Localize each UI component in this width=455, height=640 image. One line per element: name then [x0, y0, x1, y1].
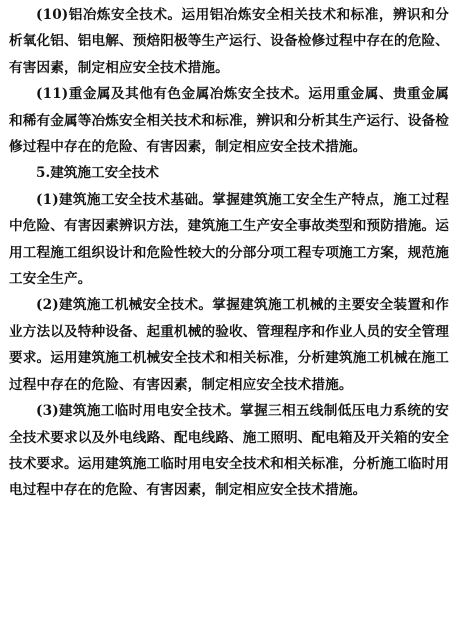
paragraph-aluminum-smelting: (10)铝冶炼安全技术。运用铝冶炼安全相关技术和标准，辨识和分析氧化铝、铝电解、预焙阳极等生产运行、设备检修过程中存在的危险、有害因素，制定相应安全技术措施。 [9, 7, 449, 76]
paragraph-construction-machinery: (2)建筑施工机械安全技术。掌握建筑施工机械的主要安全装置和作业方法以及特种设备、起重机械的验收、管理程序和作业人员的安全管理要求。运用建筑施工机械安全技术和相关标准，分析建筑施工机械在施工过程中存在的危险、有害因素，制定相应安全技术措施。 [9, 297, 449, 393]
section-heading-construction: 5.建筑施工安全技术 [36, 165, 159, 182]
paragraph-construction-basics: (1)建筑施工安全技术基础。掌握建筑施工安全生产特点，施工过程中危险、有害因素辨识方法，建筑施工生产安全事故类型和预防措施。运用工程施工组织设计和危险性较大的分部分项工程专项施工方案，规范施工安全生产。 [9, 191, 449, 288]
paragraph-temporary-electricity: (3)建筑施工临时用电安全技术。掌握三相五线制低压电力系统的安全技术要求以及外电线路、配电线路、施工照明、配电箱及开关箱的安全技术要求。运用建筑施工临时用电安全技术和相关标准，分析施工临时用电过程中存在的危险、有害因素，制定相应安全技术措施。 [9, 403, 449, 499]
paragraph-heavy-metals-smelting: (11)重金属及其他有色金属冶炼安全技术。运用重金属、贵重金属和稀有金属等冶炼安全相关技术和标准，辨识和分析其生产运行、设备检修过程中存在的危险、有害因素，制定相应安全技术措施。 [9, 86, 449, 156]
